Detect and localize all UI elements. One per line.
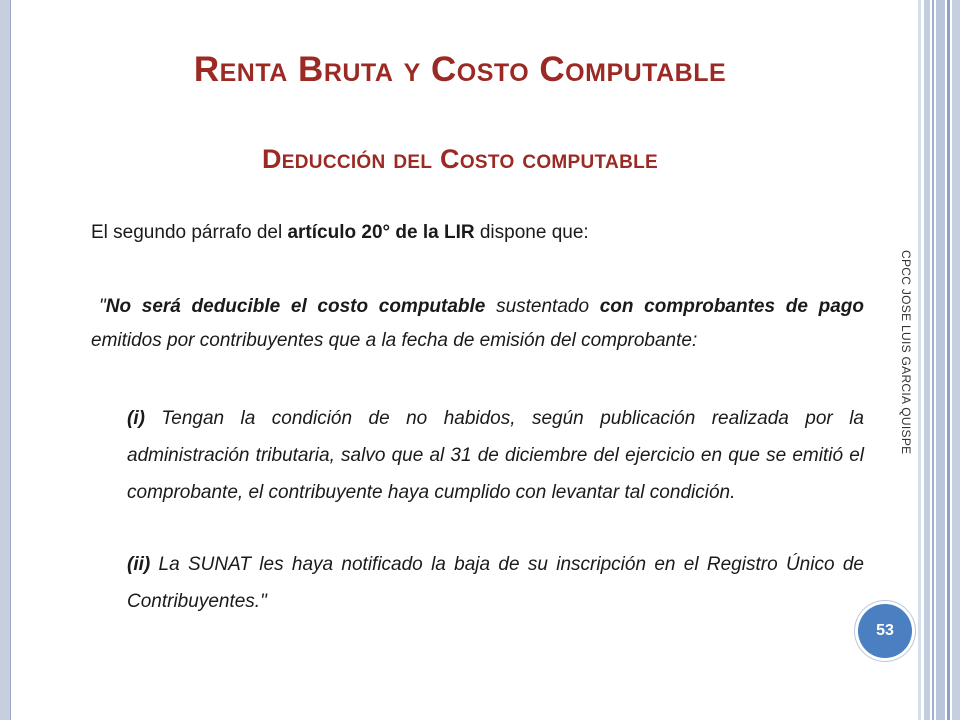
right-decorative-band bbox=[918, 0, 960, 720]
intro-bold: artículo 20° de la LIR bbox=[287, 222, 475, 243]
intro-before: El segundo párrafo del bbox=[91, 222, 288, 243]
list-item bbox=[127, 400, 864, 511]
slide-title: Renta Bruta y Costo Computable bbox=[193, 50, 727, 89]
page-number-badge: 53 bbox=[858, 604, 912, 658]
item-marker: (i) bbox=[127, 408, 145, 429]
slide-subtitle: Deducción del Costo computable bbox=[262, 144, 658, 174]
quote-bold-2: con comprobantes de pago bbox=[599, 296, 864, 317]
item-text: La SUNAT les haya notificado la baja de su inscripción en el Registro Único de Contribuyentes." bbox=[127, 554, 864, 612]
item-text: Tengan la condición de no habidos, según publicación realizada por la administración tributaria, salvo que al 31 de diciembre del ejercicio en que se emitió el comprobante, el contribuyente haya cumplido con levantar tal condición. bbox=[127, 408, 864, 503]
left-border bbox=[0, 0, 11, 720]
quote-text-1: sustentado bbox=[485, 296, 600, 317]
author-side-label: CPCC JOSE LUIS GARCIA QUISPE bbox=[899, 250, 913, 455]
list-item bbox=[127, 546, 864, 620]
item-marker: (ii) bbox=[127, 554, 151, 575]
quote-paragraph bbox=[91, 290, 864, 358]
intro-after: dispone que: bbox=[474, 222, 589, 243]
intro-text bbox=[91, 222, 871, 244]
quote-bold-1: No será deducible el costo computable bbox=[105, 296, 486, 317]
quote-open: " bbox=[99, 296, 106, 317]
quote-text-2: emitidos por contribuyentes que a la fecha de emisión del comprobante: bbox=[91, 330, 698, 351]
